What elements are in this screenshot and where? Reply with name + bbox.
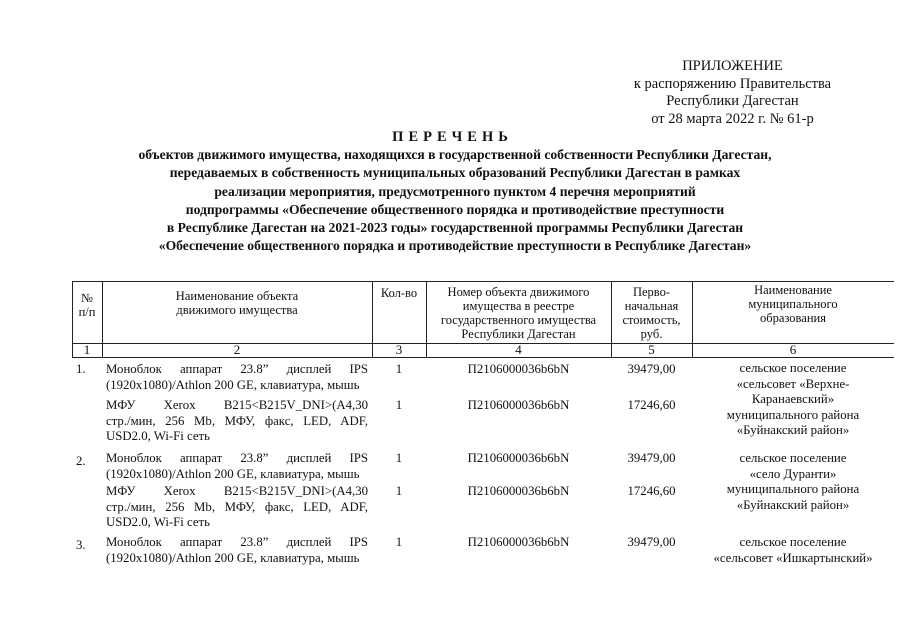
appendix-title: ПРИЛОЖЕНИЕ [682,58,783,74]
subtitle-line: объектов движимого имущества, находящихся в государственной собственности Республики Дагестан, [138,147,772,162]
subtitle-line: в Республике Дагестан на 2021-2023 годы» государственной программы Республики Дагестан [166,220,744,236]
appendix-date: от 28 марта 2022 г. № 61-р [651,110,814,127]
item-name: МФУ Xerox B215<B215V_DNI>(A4,30 стр./мин, 256 Mb, МФУ, факс, LED, ADF, USD2.0, Wi-Fi сеть [106,484,368,529]
municipality-name: сельское поселение «село Дуранти» муниципального района «Буйнакский район» [726,451,860,512]
item-quantity: 1 [395,535,403,549]
item-quantity: 1 [395,451,403,465]
item-registry-number: П2106000036b6bN [467,362,570,376]
item-cost: 39479,00 [627,362,676,376]
municipality-name: сельское поселение «сельсовет «Верхне- Каранаевский» муниципального района «Буйнакский район» [726,361,860,437]
item-registry-number: П2106000036b6bN [467,451,570,465]
column-number: 5 [648,342,655,357]
item-name: Моноблок аппарат 23.8” дисплей IPS (1920x1080)/Athlon 200 GE, клавиатура, мышь [106,451,368,481]
appendix-line: Республики Дагестан [666,93,799,109]
item-registry-number: П2106000036b6bN [467,398,570,412]
item-name: Моноблок аппарат 23.8” дисплей IPS (1920x1080)/Athlon 200 GE, клавиатура, мышь [106,362,368,392]
row-number: 3. [76,538,86,552]
municipality-name: сельское поселение «сельсовет «Ишкартынский» [713,535,873,565]
item-cost: 17246,60 [627,398,676,412]
table-top-border [72,281,894,282]
row-number: 1. [76,362,86,376]
document-title: ПЕРЕЧЕНЬ [392,129,513,145]
item-quantity: 1 [395,398,403,412]
header-num: № п/п [78,291,96,319]
column-number: 2 [233,342,241,357]
appendix-block [590,58,875,128]
item-quantity: 1 [395,484,403,498]
header-cost: Перво- начальная стоимость, руб. [622,285,681,341]
item-registry-number: П2106000036b6bN [467,535,570,549]
item-registry-number: П2106000036b6bN [467,484,570,498]
header-quantity: Кол-во [380,286,418,300]
header-registry-number: Номер объекта движимого имущества в реестре государственного имущества Республики Дагестан [440,285,597,341]
item-name: Моноблок аппарат 23.8” дисплей IPS (1920x1080)/Athlon 200 GE, клавиатура, мышь [106,535,368,565]
column-numbers-border [72,357,894,358]
subtitle-line: реализации мероприятия, предусмотренного пунктом 4 перечня мероприятий [214,183,696,199]
column-number: 1 [83,342,91,357]
subtitle-line: подпрограммы «Обеспечение общественного порядка и противодействие преступности [185,201,725,217]
row-number: 2. [76,454,86,468]
column-number: 4 [515,342,522,357]
column-number: 6 [789,342,797,357]
appendix-line: к распоряжению Правительства [633,75,832,92]
header-name: Наименование объекта движимого имущества [175,289,299,317]
item-name: МФУ Xerox B215<B215V_DNI>(A4,30 стр./мин, 256 Mb, МФУ, факс, LED, ADF, USD2.0, Wi-Fi сеть [106,398,368,443]
item-cost: 39479,00 [627,451,676,465]
item-quantity: 1 [395,362,403,376]
item-cost: 39479,00 [627,535,676,549]
column-number: 3 [395,342,403,357]
item-cost: 17246,60 [627,484,676,498]
subtitle-line: «Обеспечение общественного порядка и противодействие преступности в Республике Дагестан» [158,238,752,254]
subtitle-line: передаваемых в собственность муниципальных образований Республики Дагестан в рамках [169,165,741,181]
header-municipality: Наименование муниципального образования [748,283,838,325]
document-subtitle [95,146,815,256]
